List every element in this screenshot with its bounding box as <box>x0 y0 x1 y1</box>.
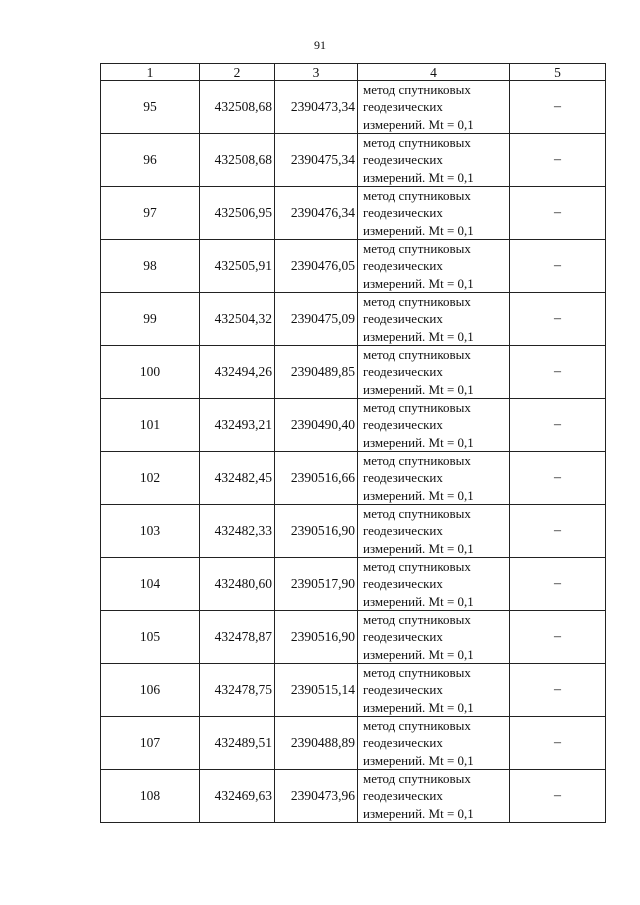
method-line: геодезических <box>363 311 443 327</box>
method-line: измерений. Mt = 0,1 <box>363 116 474 132</box>
note-cell: – <box>510 770 606 823</box>
method-line: геодезических <box>363 523 443 539</box>
method-line: геодезических <box>363 682 443 698</box>
table-row <box>101 81 606 134</box>
y-coordinate-cell: 2390473,96 <box>275 770 358 823</box>
point-number-cell: 101 <box>101 399 200 452</box>
note-cell: – <box>510 558 606 611</box>
point-number-cell: 95 <box>101 81 200 134</box>
y-coordinate-cell: 2390476,05 <box>275 240 358 293</box>
point-number-cell: 105 <box>101 611 200 664</box>
x-coordinate-cell: 432482,45 <box>200 452 275 505</box>
method-line: геодезических <box>363 470 443 486</box>
point-number-cell: 100 <box>101 346 200 399</box>
y-coordinate-cell: 2390476,34 <box>275 187 358 240</box>
method-line: метод спутниковых <box>363 506 471 522</box>
point-number-cell: 107 <box>101 717 200 770</box>
y-coordinate-cell: 2390515,14 <box>275 664 358 717</box>
x-coordinate-cell: 432469,63 <box>200 770 275 823</box>
method-line: измерений. Mt = 0,1 <box>363 646 474 662</box>
method-line: измерений. Mt = 0,1 <box>363 487 474 503</box>
table-row <box>101 452 606 505</box>
method-line: геодезических <box>363 788 443 804</box>
method-cell <box>358 240 510 293</box>
note-cell: – <box>510 81 606 134</box>
point-number-cell: 98 <box>101 240 200 293</box>
note-cell: – <box>510 664 606 717</box>
note-cell: – <box>510 346 606 399</box>
y-coordinate-cell: 2390516,66 <box>275 452 358 505</box>
table-row <box>101 664 606 717</box>
table-row <box>101 134 606 187</box>
x-coordinate-cell: 432493,21 <box>200 399 275 452</box>
y-coordinate-cell: 2390473,34 <box>275 81 358 134</box>
method-cell <box>358 664 510 717</box>
x-coordinate-cell: 432489,51 <box>200 717 275 770</box>
method-line: измерений. Mt = 0,1 <box>363 752 474 768</box>
table-row <box>101 293 606 346</box>
point-number-cell: 97 <box>101 187 200 240</box>
table-row <box>101 399 606 452</box>
method-cell <box>358 717 510 770</box>
method-line: метод спутниковых <box>363 135 471 151</box>
note-cell: – <box>510 399 606 452</box>
point-number-cell: 99 <box>101 293 200 346</box>
method-line: метод спутниковых <box>363 82 471 98</box>
method-cell <box>358 293 510 346</box>
x-coordinate-cell: 432508,68 <box>200 81 275 134</box>
method-line: измерений. Mt = 0,1 <box>363 381 474 397</box>
x-coordinate-cell: 432478,75 <box>200 664 275 717</box>
table-body <box>101 81 606 823</box>
method-cell <box>358 187 510 240</box>
column-header-3: 3 <box>275 64 358 81</box>
note-cell: – <box>510 611 606 664</box>
x-coordinate-cell: 432505,91 <box>200 240 275 293</box>
method-line: метод спутниковых <box>363 771 471 787</box>
method-line: метод спутниковых <box>363 612 471 628</box>
table-row <box>101 717 606 770</box>
x-coordinate-cell: 432478,87 <box>200 611 275 664</box>
method-cell <box>358 81 510 134</box>
method-line: метод спутниковых <box>363 665 471 681</box>
point-number-cell: 96 <box>101 134 200 187</box>
note-cell: – <box>510 134 606 187</box>
column-header-5: 5 <box>510 64 606 81</box>
x-coordinate-cell: 432480,60 <box>200 558 275 611</box>
method-line: геодезических <box>363 99 443 115</box>
x-coordinate-cell: 432494,26 <box>200 346 275 399</box>
method-cell <box>358 558 510 611</box>
method-line: метод спутниковых <box>363 453 471 469</box>
method-cell <box>358 346 510 399</box>
table-header-row <box>101 64 606 81</box>
x-coordinate-cell: 432482,33 <box>200 505 275 558</box>
method-line: геодезических <box>363 152 443 168</box>
method-line: измерений. Mt = 0,1 <box>363 540 474 556</box>
method-line: геодезических <box>363 364 443 380</box>
method-line: геодезических <box>363 205 443 221</box>
column-header-4: 4 <box>358 64 510 81</box>
method-line: измерений. Mt = 0,1 <box>363 593 474 609</box>
method-line: измерений. Mt = 0,1 <box>363 434 474 450</box>
method-line: геодезических <box>363 735 443 751</box>
method-line: метод спутниковых <box>363 188 471 204</box>
method-line: измерений. Mt = 0,1 <box>363 699 474 715</box>
y-coordinate-cell: 2390516,90 <box>275 505 358 558</box>
table-row <box>101 558 606 611</box>
y-coordinate-cell: 2390475,09 <box>275 293 358 346</box>
x-coordinate-cell: 432506,95 <box>200 187 275 240</box>
y-coordinate-cell: 2390475,34 <box>275 134 358 187</box>
method-cell <box>358 134 510 187</box>
table-row <box>101 346 606 399</box>
method-cell <box>358 452 510 505</box>
point-number-cell: 106 <box>101 664 200 717</box>
method-line: метод спутниковых <box>363 347 471 363</box>
method-cell <box>358 399 510 452</box>
x-coordinate-cell: 432508,68 <box>200 134 275 187</box>
method-line: метод спутниковых <box>363 241 471 257</box>
note-cell: – <box>510 187 606 240</box>
method-line: измерений. Mt = 0,1 <box>363 275 474 291</box>
y-coordinate-cell: 2390516,90 <box>275 611 358 664</box>
y-coordinate-cell: 2390517,90 <box>275 558 358 611</box>
note-cell: – <box>510 293 606 346</box>
point-number-cell: 102 <box>101 452 200 505</box>
point-number-cell: 103 <box>101 505 200 558</box>
table-row <box>101 505 606 558</box>
y-coordinate-cell: 2390490,40 <box>275 399 358 452</box>
method-cell <box>358 770 510 823</box>
point-number-cell: 104 <box>101 558 200 611</box>
note-cell: – <box>510 505 606 558</box>
method-line: измерений. Mt = 0,1 <box>363 169 474 185</box>
column-header-1: 1 <box>101 64 200 81</box>
method-line: измерений. Mt = 0,1 <box>363 805 474 821</box>
method-line: геодезических <box>363 576 443 592</box>
table-row <box>101 240 606 293</box>
note-cell: – <box>510 240 606 293</box>
table-row <box>101 611 606 664</box>
table-row <box>101 187 606 240</box>
method-cell <box>358 505 510 558</box>
method-line: метод спутниковых <box>363 718 471 734</box>
method-line: метод спутниковых <box>363 294 471 310</box>
method-line: метод спутниковых <box>363 400 471 416</box>
page-number: 91 <box>314 38 326 52</box>
column-header-2: 2 <box>200 64 275 81</box>
y-coordinate-cell: 2390489,85 <box>275 346 358 399</box>
method-line: метод спутниковых <box>363 559 471 575</box>
method-line: геодезических <box>363 629 443 645</box>
method-line: измерений. Mt = 0,1 <box>363 222 474 238</box>
note-cell: – <box>510 452 606 505</box>
method-line: геодезических <box>363 258 443 274</box>
method-line: измерений. Mt = 0,1 <box>363 328 474 344</box>
table-row <box>101 770 606 823</box>
coordinates-table <box>100 63 606 823</box>
method-line: геодезических <box>363 417 443 433</box>
point-number-cell: 108 <box>101 770 200 823</box>
y-coordinate-cell: 2390488,89 <box>275 717 358 770</box>
x-coordinate-cell: 432504,32 <box>200 293 275 346</box>
method-cell <box>358 611 510 664</box>
note-cell: – <box>510 717 606 770</box>
